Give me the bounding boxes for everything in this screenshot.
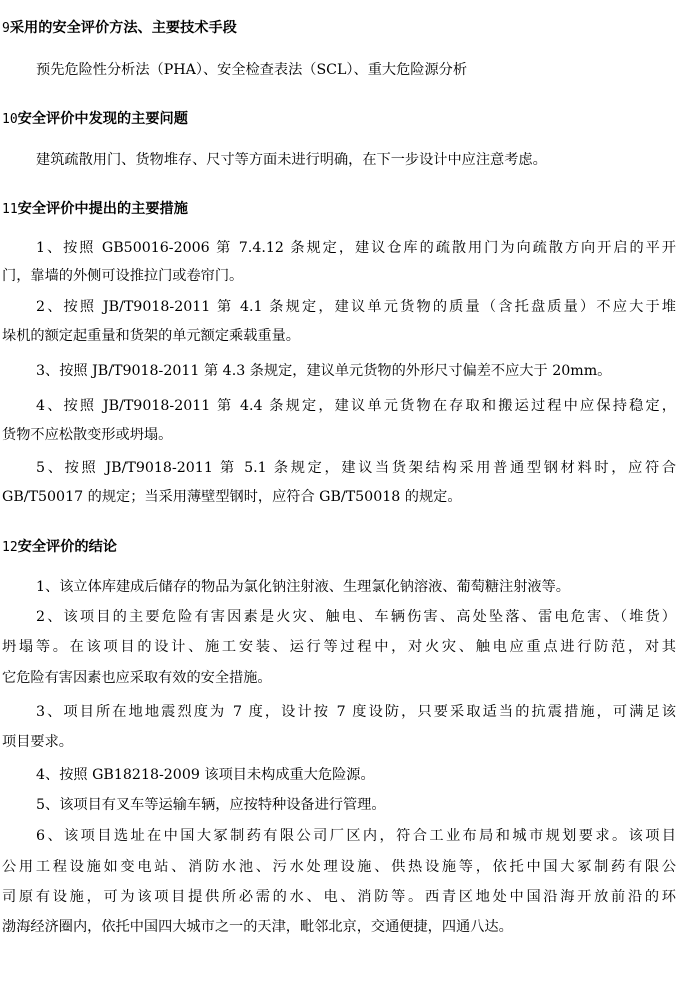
paragraph-line: 坍塌等。在该项目的设计、施工安装、运行等过程中，对火灾、触电应重点进行防范，对其 xyxy=(2,639,676,655)
section-number: 9 xyxy=(2,21,10,36)
section-title: 安全评价的结论 xyxy=(17,539,117,555)
paragraph-line: 公用工程设施如变电站、消防水池、污水处理设施、供热设施等，依托中国大冢制药有限公 xyxy=(2,859,676,875)
paragraph-line: 渤海经济圈内，依托中国四大城市之一的天津，毗邻北京，交通便捷，四通八达。 xyxy=(2,919,513,935)
paragraph-line: 5、该项目有叉车等运输车辆，应按特种设备进行管理。 xyxy=(36,797,386,813)
paragraph-line: 4、按照 JB/T9018-2011 第 4.4 条规定，建议单元货物在存取和搬运过程中应保持稳定， xyxy=(36,398,676,414)
paragraph-line: 5、按照 JB/T9018-2011 第 5.1 条规定，建议当货架结构采用普通型钢材料时，应符合 xyxy=(36,460,676,476)
paragraph-line: GB/T50017 的规定；当采用薄壁型钢时，应符合 GB/T50018 的规定。 xyxy=(2,489,462,505)
section-number: 10 xyxy=(2,112,18,127)
section-heading-9 xyxy=(2,18,676,39)
paragraph-line: 它危险有害因素也应采取有效的安全措施。 xyxy=(2,670,272,686)
paragraph-line: 预先危险性分析法（PHA）、安全检查表法（SCL）、重大危险源分析 xyxy=(36,62,468,78)
section-title: 安全评价中提出的主要措施 xyxy=(17,201,188,217)
paragraph-line: 2、按照 JB/T9018-2011 第 4.1 条规定，建议单元货物的质量（含托盘质量）不应大于堆 xyxy=(36,299,676,315)
paragraph-line: 门，靠墙的外侧可设推拉门或卷帘门。 xyxy=(2,268,244,284)
paragraph-line: 1、按照 GB50016-2006 第 7.4.12 条规定，建议仓库的疏散用门为向疏散方向开启的平开 xyxy=(36,240,676,256)
paragraph-line: 6、该项目选址在中国大冢制药有限公司厂区内，符合工业布局和城市规划要求。该项目 xyxy=(36,828,676,844)
section-number: 11 xyxy=(2,202,18,217)
paragraph-line: 4、按照 GB18218-2009 该项目未构成重大危险源。 xyxy=(36,767,375,783)
paragraph-line: 司原有设施，可为该项目提供所必需的水、电、消防等。西青区地处中国沿海开放前沿的环 xyxy=(2,889,676,905)
paragraph-line: 3、按照 JB/T9018-2011 第 4.3 条规定，建议单元货物的外形尺寸偏差不应大于 20mm。 xyxy=(36,363,612,379)
paragraph-line: 3、项目所在地地震烈度为 7 度，设计按 7 度设防，只要采取适当的抗震措施，可满足该 xyxy=(36,704,676,720)
section-heading-11 xyxy=(2,199,676,220)
section-heading-10 xyxy=(2,109,676,130)
paragraph-line: 项目要求。 xyxy=(2,734,73,750)
paragraph-line: 货物不应松散变形或坍塌。 xyxy=(2,427,173,443)
paragraph-line: 垛机的额定起重量和货架的单元额定乘载重量。 xyxy=(2,328,300,344)
section-number: 12 xyxy=(2,540,18,555)
section-heading-12 xyxy=(2,537,676,558)
section-title: 安全评价中发现的主要问题 xyxy=(17,111,188,127)
section-title: 采用的安全评价方法、主要技术手段 xyxy=(9,20,237,36)
paragraph-line: 建筑疏散用门、货物堆存、尺寸等方面未进行明确，在下一步设计中应注意考虑。 xyxy=(36,152,547,168)
paragraph-line: 1、该立体库建成后储存的物品为氯化钠注射液、生理氯化钠溶液、葡萄糖注射液等。 xyxy=(36,579,570,595)
paragraph-line: 2、该项目的主要危险有害因素是火灾、触电、车辆伤害、高处坠落、雷电危害、（堆货） xyxy=(36,609,676,625)
